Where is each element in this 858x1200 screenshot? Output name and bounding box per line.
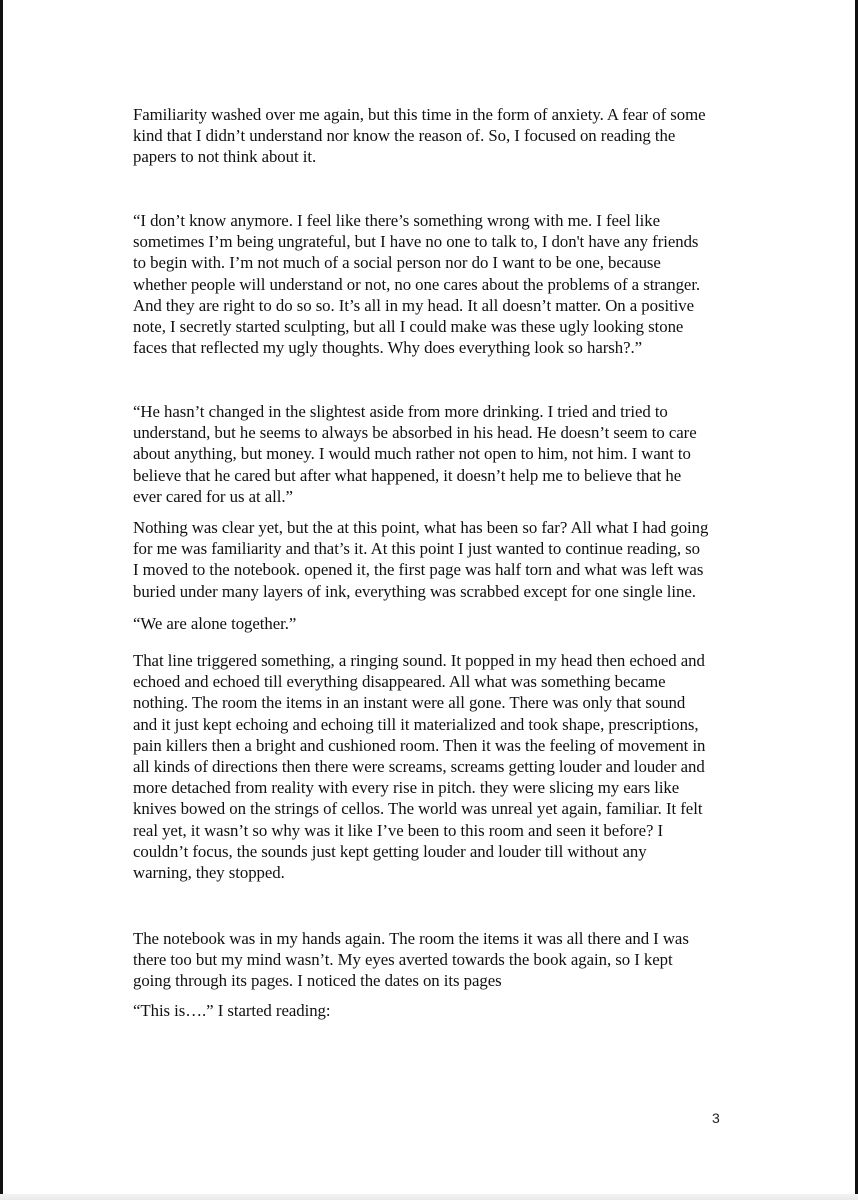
text-line: buried under many layers of ink, everything was scrabbed except for one single line. (133, 581, 696, 601)
text-line: That line triggered something, a ringing sound. It popped in my head then echoed and (133, 651, 705, 670)
text-line: ever cared for us at all.” (133, 486, 293, 506)
text-line: about anything, but money. I would much rather not open to him, not him. I want to (133, 444, 691, 464)
page-number: 3 (712, 1110, 720, 1126)
text-line: kind that I didn’t understand nor know the reason of. So, I focused on reading the (133, 126, 676, 146)
text-line: Nothing was clear yet, but the at this point, what has been so far? All what I had going (133, 518, 709, 537)
text-line: papers to not think about it. (133, 147, 317, 167)
text-line: “This is….” I started reading: (133, 1001, 331, 1020)
scan-edge-bottom (0, 1194, 858, 1200)
text-line: sometimes I’m being ungrateful, but I have no one to talk to, I don't have any friends (133, 232, 699, 252)
text-line: echoed and echoed till everything disappeared. All what was something became (133, 672, 666, 692)
text-line: and it just kept echoing and echoing till it materialized and took shape, prescriptions, (133, 714, 699, 734)
text-line: all kinds of directions then there were screams, screams getting louder and louder and (133, 757, 705, 777)
text-line: couldn’t focus, the sounds just kept getting louder and louder till without any (133, 841, 647, 861)
text-line: “He hasn’t changed in the slightest aside from more drinking. I tried and tried to (133, 402, 668, 421)
text-line: to begin with. I’m not much of a social person nor do I want to be one, because (133, 253, 661, 273)
scan-edge-left (0, 0, 3, 1200)
text-line: note, I secretly started sculpting, but all I could make was these ugly looking stone (133, 317, 684, 337)
text-line: I moved to the notebook. opened it, the first page was half torn and what was left was (133, 560, 704, 580)
text-line: nothing. The room the items in an instant were all gone. There was only that sound (133, 693, 686, 713)
paragraph-8 (133, 1000, 731, 1021)
paragraph-1 (133, 104, 731, 168)
text-line: for me was familiarity and that’s it. At this point I just wanted to continue reading, so (133, 539, 700, 559)
paragraph-7 (133, 928, 731, 992)
text-line: warning, they stopped. (133, 863, 285, 883)
paragraph-4 (133, 517, 731, 602)
text-line: understand, but he seems to always be absorbed in his head. He doesn’t seem to care (133, 423, 697, 443)
text-line: believe that he cared but after what happened, it doesn’t help me to believe that he (133, 465, 682, 485)
text-line: “I don’t know anymore. I feel like there’s something wrong with me. I feel like (133, 211, 660, 230)
paragraph-3 (133, 401, 731, 507)
text-line: more detached from reality with every rise in pitch. they were slicing my ears like (133, 778, 680, 798)
text-line: there too but my mind wasn’t. My eyes averted towards the book again, so I kept (133, 950, 673, 970)
text-line: knives bowed on the strings of cellos. The world was unreal yet again, familiar. It felt (133, 799, 703, 819)
text-line: going through its pages. I noticed the dates on its pages (133, 971, 502, 991)
paragraph-2 (133, 210, 731, 358)
paragraph-6 (133, 650, 731, 883)
paragraph-5 (133, 613, 731, 634)
text-line: faces that reflected my ugly thoughts. Why does everything look so harsh?.” (133, 338, 643, 358)
text-line: whether people will understand or not, no one cares about the problems of a stranger. (133, 274, 701, 294)
text-line: real yet, it wasn’t so why was it like I’ve been to this room and seen it before? I (133, 820, 664, 840)
text-line: The notebook was in my hands again. The room the items it was all there and I was (133, 929, 689, 948)
text-line: Familiarity washed over me again, but this time in the form of anxiety. A fear of some (133, 105, 706, 124)
text-line: And they are right to do so so. It’s all in my head. It all doesn’t matter. On a positive (133, 295, 695, 315)
text-line: pain killers then a bright and cushioned room. Then it was the feeling of movement in (133, 735, 706, 755)
text-line: “We are alone together.” (133, 614, 297, 633)
